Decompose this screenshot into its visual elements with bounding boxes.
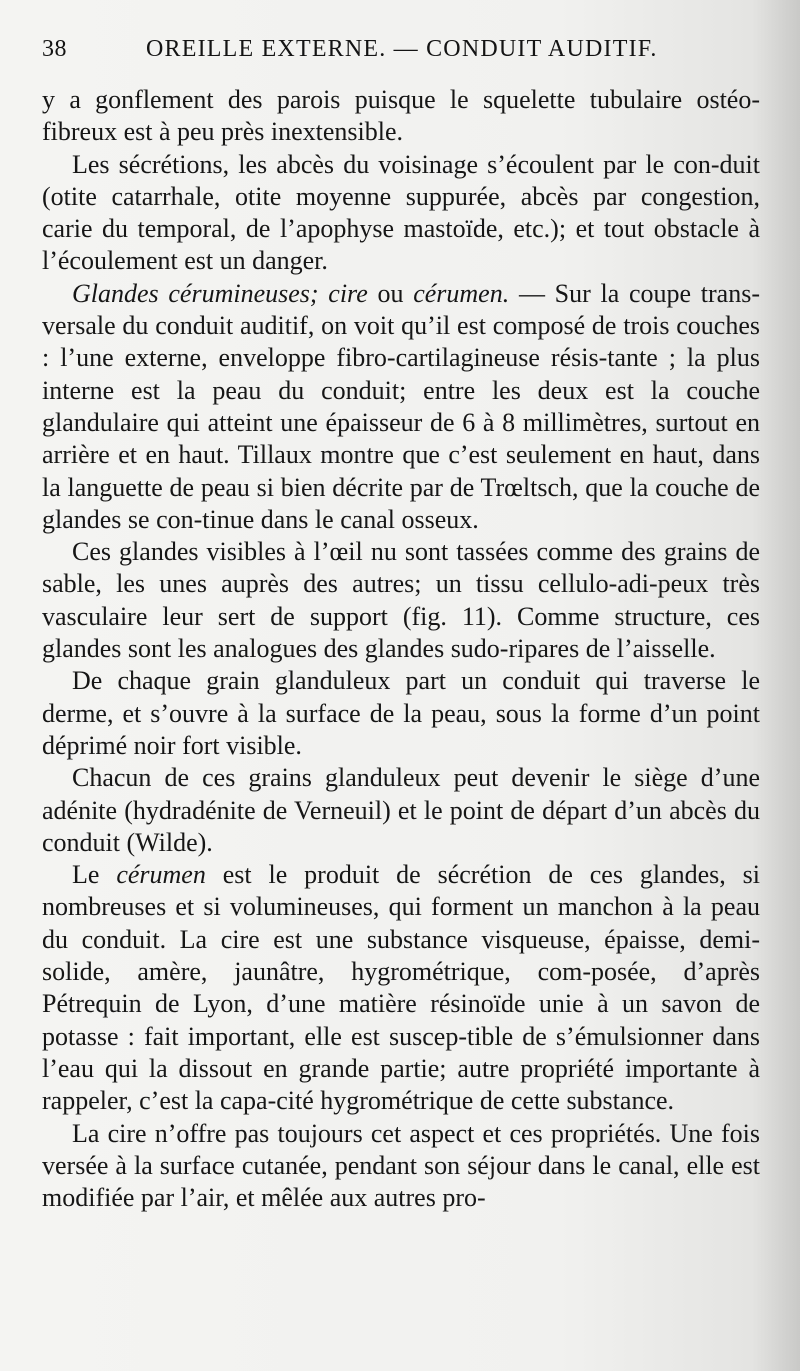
paragraph-4 — [42, 536, 760, 665]
page-number: 38 — [42, 36, 67, 62]
paragraph-7-text: est le produit de sécrétion de ces glandes, si nombreuses et si volumineuses, qui forment un manchon à la peau du conduit. La cire est une substance visqueuse, épaisse, demi-solide, amère, jaunâtre, hygrométrique, com-posée, d’après Pétrequin de Lyon, d’une matière résinoïde unie à un savon de potasse : fait important, elle est suscep-tible de s’émulsionner dans l’eau qui la dissout en grande partie; autre propriété importante à rappeler, c’est la capa-cité hygrométrique de cette substance. — [42, 860, 761, 1116]
paragraph-1 — [42, 84, 760, 149]
section-heading-connector: ou — [367, 278, 414, 308]
paragraph-3 — [42, 278, 760, 536]
paragraph-7 — [42, 859, 760, 1117]
paragraph-6-text: Chacun de ces grains glanduleux peut devenir le siège d’une adénite (hydradénite de Verneuil) et le point de départ d’un abcès du conduit (Wilde). — [42, 763, 760, 857]
paragraph-6 — [42, 762, 760, 859]
paragraph-5 — [42, 665, 760, 762]
running-title: OREILLE EXTERNE. — CONDUIT AUDITIF. — [146, 36, 658, 62]
section-heading-glandes: Glandes cérumineuses; cire — [72, 278, 368, 308]
paragraph-8 — [42, 1118, 760, 1215]
body-text — [42, 84, 760, 1214]
running-head — [42, 36, 764, 70]
paragraph-5-text: De chaque grain glanduleux part un conduit qui traverse le derme, et s’ouvre à la surface de la peau, sous la forme d’un point déprimé noir fort visible. — [42, 666, 760, 760]
paragraph-1-text: y a gonflement des parois puisque le squelette tubulaire ostéo-fibreux est à peu près inextensible. — [42, 85, 760, 147]
paragraph-2-text: Les sécrétions, les abcès du voisinage s’écoulent par le con-duit (otite catarrhale, otite moyenne suppurée, abcès par congestion, carie du temporal, de l’apophyse mastoïde, etc.); et tout obstacle à l’écoulement est un danger. — [42, 149, 760, 276]
section-heading-cerumen: cérumen. — [413, 278, 510, 308]
paragraph-8-text: La cire n’offre pas toujours cet aspect et ces propriétés. Une fois versée à la surface cutanée, pendant son séjour dans le canal, elle est modifiée par l’air, et mêlée aux autres pro- — [42, 1118, 760, 1213]
paragraph-7-italic-word: cérumen — [116, 860, 206, 890]
paragraph-3-text: — Sur la coupe trans-versale du conduit auditif, on voit qu’il est composé de trois couches : l’une externe, enveloppe fibro-cartilagineuse résis-tante ; la plus interne est la peau du conduit; entre les deux est la couche glandulaire qui atteint une épaisseur de 6 à 8 millimètres, surtout en arrière et en haut. Tillaux montre que c’est seulement en haut, dans la languette de peau si bien décrite par de Trœltsch, que la couche de glandes se con-tinue dans le canal osseux. — [42, 278, 760, 534]
paragraph-2 — [42, 149, 760, 278]
paragraph-7-lead: Le — [72, 860, 117, 890]
paragraph-4-text: Ces glandes visibles à l’œil nu sont tassées comme des grains de sable, les unes auprès des autres; un tissu cellulo-adi-peux très vasculaire leur sert de support (fig. 11). Comme structure, ces glandes sont les analogues des glandes sudo-ripares de l’aisselle. — [42, 537, 760, 664]
